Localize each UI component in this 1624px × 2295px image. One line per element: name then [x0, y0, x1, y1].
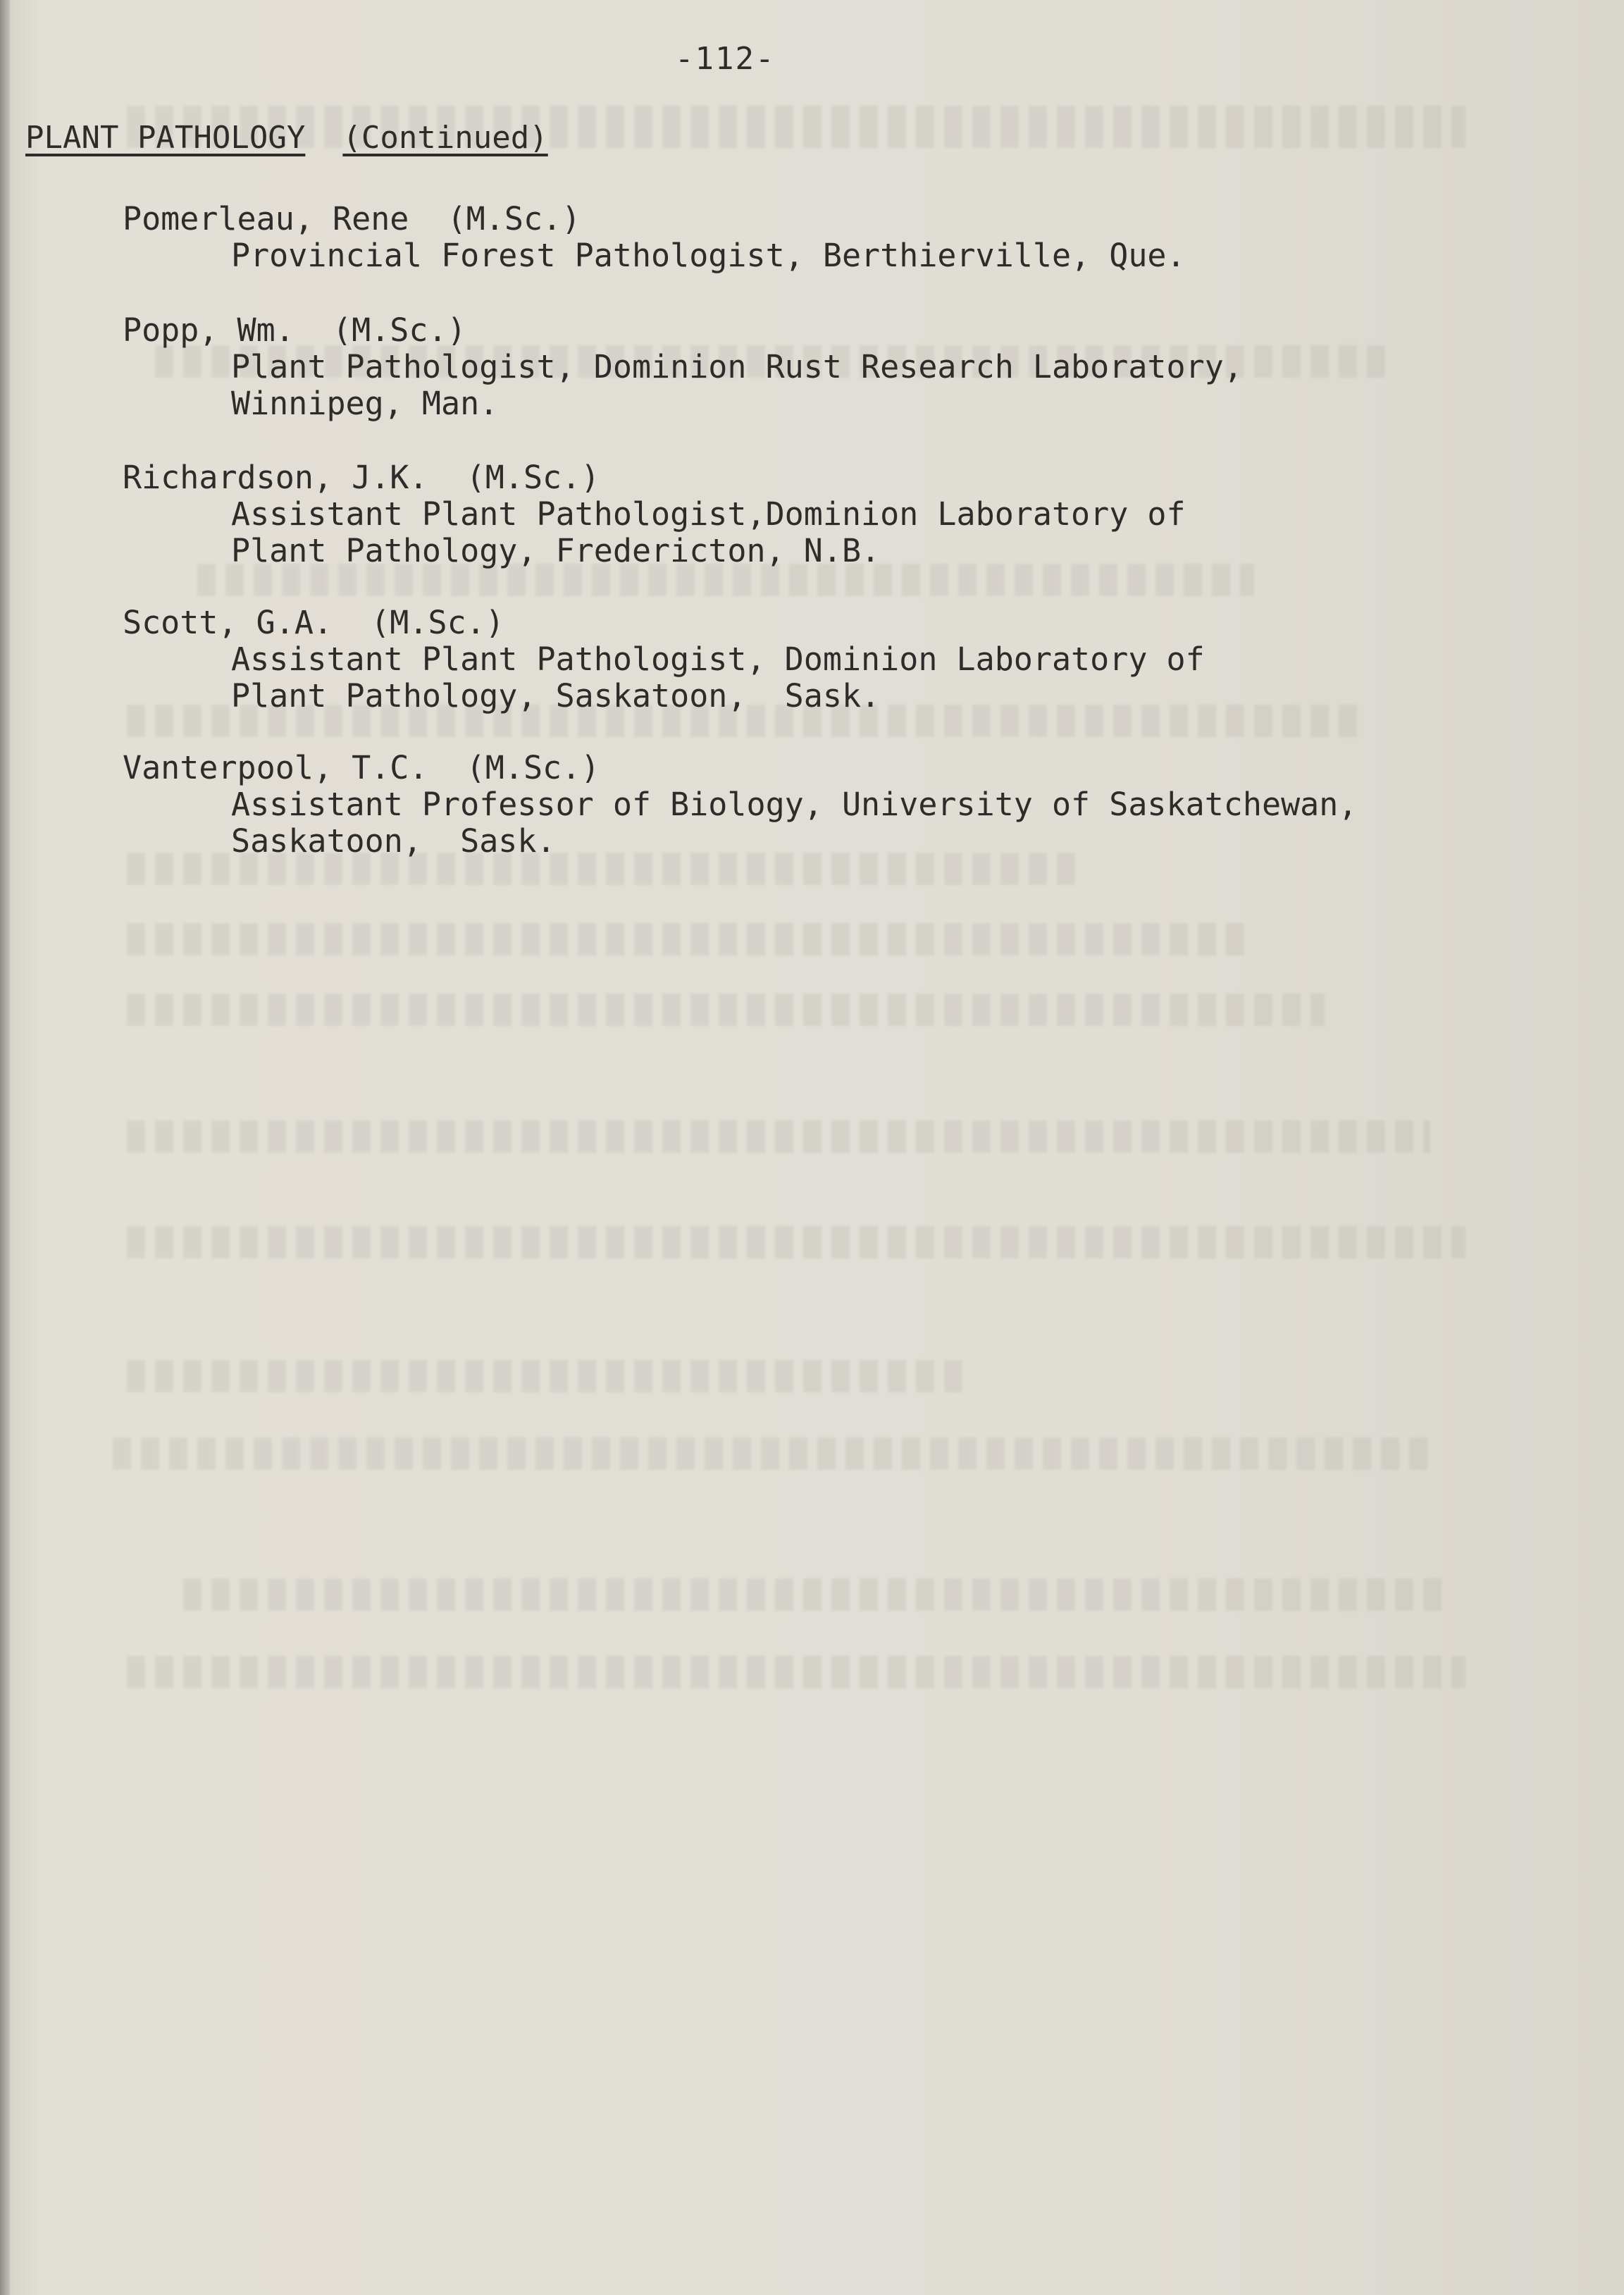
staff-entry [123, 201, 1186, 274]
entry-degree: (M.Sc.) [333, 311, 466, 349]
entry-detail-line: Plant Pathology, Saskatoon, Sask. [231, 677, 881, 715]
staff-entry [123, 459, 1186, 569]
staff-entry [123, 605, 1205, 715]
entry-detail-line: Plant Pathologist, Dominion Rust Research Laboratory, [231, 348, 1243, 385]
page-number: -112- [675, 41, 776, 77]
entry-detail-line: Assistant Plant Pathologist, Dominion Laboratory of [231, 641, 1205, 678]
entry-detail-line: Winnipeg, Man. [231, 385, 499, 422]
entry-name: Vanterpool, T.C. [123, 749, 428, 786]
entry-name: Pomerleau, Rene [123, 200, 409, 237]
entry-detail-line: Provincial Forest Pathologist, Berthierville, Que. [231, 237, 1186, 274]
binding-edge [0, 0, 10, 2295]
section-heading-title: PLANT PATHOLOGY [25, 120, 306, 156]
entry-name: Scott, G.A. [123, 604, 333, 641]
section-heading-continued: (Continued) [342, 120, 548, 156]
section-heading [25, 120, 548, 156]
entry-detail-line: Assistant Professor of Biology, University of Saskatchewan, [231, 786, 1358, 823]
entry-degree: (M.Sc.) [371, 604, 504, 641]
entry-degree: (M.Sc.) [466, 459, 600, 496]
staff-entry [123, 312, 1243, 422]
entry-detail-line: Plant Pathology, Fredericton, N.B. [231, 532, 881, 569]
entry-detail-line: Assistant Plant Pathologist,Dominion Laboratory of [231, 495, 1186, 533]
entry-degree: (M.Sc.) [447, 200, 581, 237]
entry-detail-line: Saskatoon, Sask. [231, 822, 556, 860]
entry-name: Popp, Wm. [123, 311, 295, 349]
staff-entry [123, 750, 1357, 860]
entry-name: Richardson, J.K. [123, 459, 428, 496]
entry-degree: (M.Sc.) [466, 749, 600, 786]
